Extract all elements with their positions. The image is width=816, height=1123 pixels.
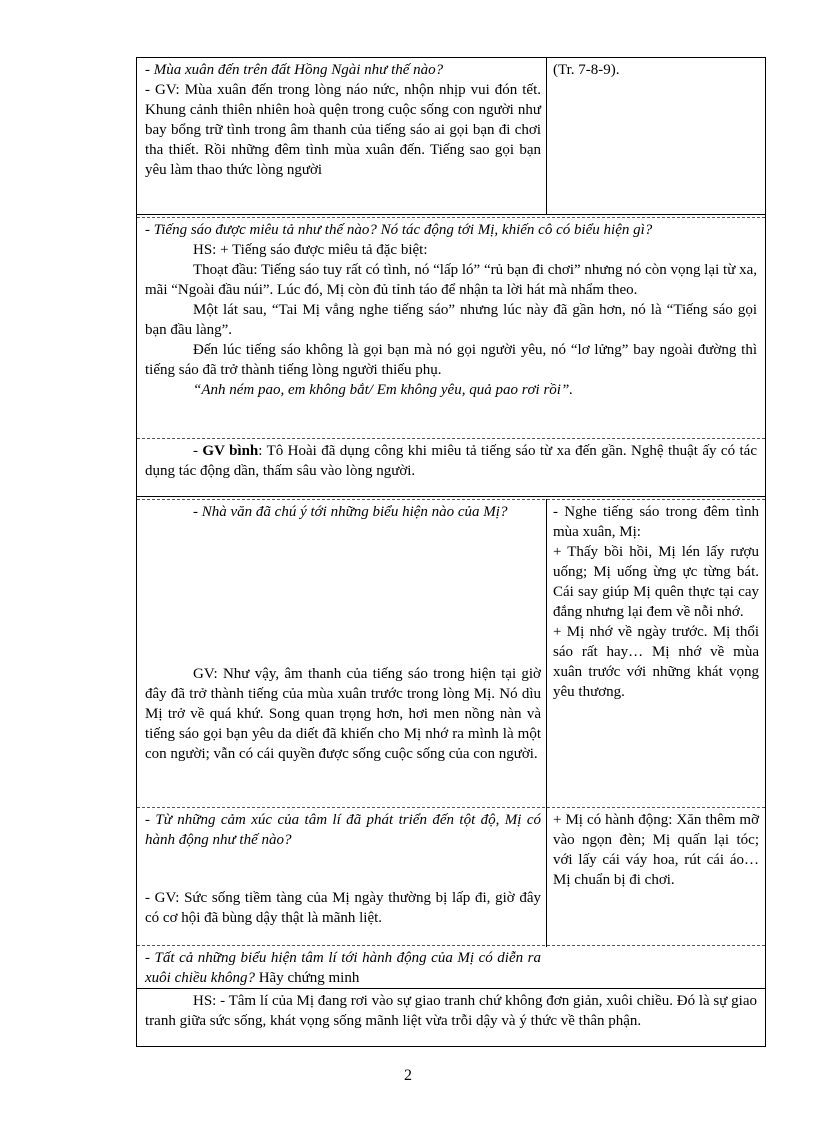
row2-paragraph-1: Thoạt đầu: Tiếng sáo tuy rất có tình, nó “lấp ló” “rủ bạn đi chơi” nhưng nó còn vọng lại từ xa, mãi “Ngoài đầu núi”. Lúc đó, Mị còn đủ tỉnh táo để nhận ta lời hát mà nhẩm theo.: [145, 262, 757, 298]
row-separator-dotted: [137, 217, 765, 218]
row4-right-cell: [553, 502, 759, 702]
row-separator-dotted: [137, 499, 765, 500]
row-separator: [137, 988, 765, 989]
row7-hs-answer: HS: - Tâm lí của Mị đang rơi vào sự giao tranh chứ không đơn giản, xuôi chiều. Đó là sự giao tranh giữa sức sống, khát vọng sống mãnh liệt vừa trỗi dậy và ý thức về thân phận.: [145, 993, 757, 1029]
row4-right-point-2: + Mị nhớ về ngày trước. Mị thổi sáo rất hay… Mị nhớ về mùa xuân trước với những khát vọng yêu thương.: [553, 624, 759, 700]
row1-left-cell: [145, 60, 541, 180]
row4-right-point-1: + Thấy bồi hồi, Mị lén lấy rượu uống; Mị uống ừng ực từng bát. Cái say giúp Mị quên thực tại cay đắng nhưng lại đem về nỗi nhớ.: [553, 544, 759, 620]
row6-question: - Tất cả những biểu hiện tâm lí tới hành động của Mị có diễn ra xuôi chiều không? Hãy chứng minh: [145, 950, 541, 986]
row3-text: : Tô Hoài đã dụng công khi miêu tả tiếng sáo từ xa đến gần. Nghệ thuật ấy có tác dụng tác động dần, thấm sâu vào lòng người.: [145, 443, 757, 479]
row2-paragraph-2: Một lát sau, “Tai Mị vẳng nghe tiếng sáo” nhưng lúc này đã gần hơn, nó là “Tiếng sáo gọi bạn đầu làng”.: [145, 302, 757, 338]
row2-hs-answer: HS: + Tiếng sáo được miêu tả đặc biệt:: [193, 242, 428, 258]
row2-quote: “Anh ném pao, em không bắt/ Em không yêu, quả pao rơi rồi”.: [193, 382, 574, 398]
row-separator: [137, 496, 765, 497]
row3-comment: - GV bình: Tô Hoài đã dụng công khi miêu tả tiếng sáo từ xa đến gần. Nghệ thuật ấy có tác dụng tác động dần, thấm sâu vào lòng người.: [145, 443, 757, 479]
column-divider: [546, 58, 547, 214]
row-separator-dotted: [137, 438, 765, 439]
page-number: 2: [404, 1067, 412, 1084]
row5-question: - Từ những cảm xúc của tâm lí đã phát triển đến tột độ, Mị có hành động như thế nào?: [145, 812, 541, 848]
column-divider: [546, 499, 547, 947]
row4-question: - Nhà văn đã chú ý tới những biểu hiện nào của Mị?: [193, 504, 508, 520]
row5-gv-comment: - GV: Sức sống tiềm tàng của Mị ngày thường bị lấp đi, giờ đây có cơ hội đã bùng dậy thật là mãnh liệt.: [145, 890, 541, 926]
row4-right-intro: - Nghe tiếng sáo trong đêm tình mùa xuân, Mị:: [553, 504, 759, 540]
row2-paragraph-3: Đến lúc tiếng sáo không là gọi bạn mà nó gọi người yêu, nó “lơ lửng” bay ngoài đường thì tiếng sáo đã trở thành tiếng lòng người thiếu phụ.: [145, 342, 757, 378]
row3-label: GV bình: [202, 443, 259, 459]
row7-cell: [145, 991, 757, 1031]
row5-left-cell: [145, 810, 541, 850]
row1-right-cell: [553, 60, 759, 80]
row1-question: - Mùa xuân đến trên đất Hồng Ngài như thế nào?: [145, 62, 444, 78]
row5-right-text: + Mị có hành động: Xăn thêm mỡ vào ngọn đèn; Mị quấn lại tóc; với lấy cái váy hoa, rút cái áo… Mị chuẩn bị đi chơi.: [553, 812, 759, 888]
row-separator: [137, 214, 765, 215]
row-separator-dotted: [137, 945, 765, 946]
row4-left-cell: [145, 502, 541, 522]
row4-left-gv: [145, 664, 541, 764]
row-separator-dotted: [137, 807, 765, 808]
row1-answer: - GV: Mùa xuân đến trong lòng náo nức, nhộn nhịp vui đón tết. Khung cảnh thiên nhiên hoà quện trong cuộc sống con người như bay bổng trữ tình trong âm thanh của tiếng sáo ai gọi bạn đi chơi tha thiết. Rồi những đêm tình mùa xuân đến. Tiếng sao gọi bạn yêu làm thao thức lòng người: [145, 82, 541, 178]
row3-cell: [145, 441, 757, 481]
lesson-table: [136, 57, 766, 1047]
row4-gv-comment: GV: Như vậy, âm thanh của tiếng sáo trong hiện tại giờ đây đã trở thành tiếng của mùa xuân trước trong lòng Mị. Nó dìu Mị trở về quá khứ. Song quan trọng hơn, hơi men nồng nàn và tiếng sáo gọi bạn yêu da diết đã khiến cho Mị nhớ ra mình là một con người; vẫn có cái quyền được sống cuộc sống của con người.: [145, 666, 541, 762]
row5-right-cell: [553, 810, 759, 890]
row6-left-cell: [145, 948, 541, 988]
row1-reference: (Tr. 7-8-9).: [553, 62, 620, 78]
row5-left-gv: [145, 888, 541, 928]
row2-question: - Tiếng sáo được miêu tả như thế nào? Nó tác động tới Mị, khiến cô có biểu hiện gì?: [145, 222, 653, 238]
row2-cell: [145, 220, 757, 400]
